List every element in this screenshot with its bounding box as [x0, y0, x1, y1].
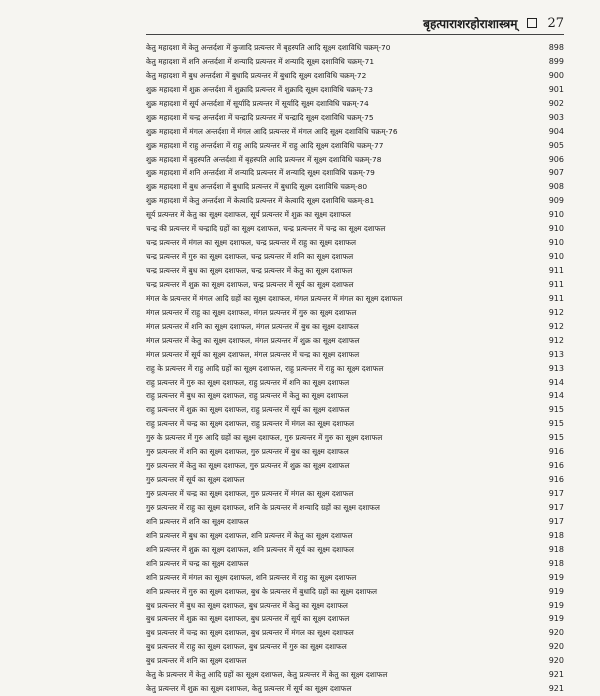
toc-entry-title: राहु प्रत्यन्तर में गुरु का सूक्ष्म दशाफल, राहु प्रत्यन्तर में शनि का सूक्ष्म दशाफल — [146, 377, 350, 387]
toc-entry-page: 912 — [548, 321, 564, 331]
toc-entry — [146, 515, 564, 529]
toc-entry — [146, 236, 564, 250]
toc-entry — [146, 250, 564, 264]
toc-entry-title: बुध प्रत्यन्तर में चन्द्र का सूक्ष्म दशाफल, बुध प्रत्यन्तर में मंगल का सूक्ष्म दशाफल — [146, 628, 354, 638]
toc-entry — [146, 264, 564, 278]
toc-entry — [146, 668, 564, 682]
toc-entry-page: 911 — [548, 279, 564, 289]
toc-entry-title: केतु महादशा में शनि अन्तर्दशा में शन्यादि प्रत्यन्तर में शन्यादि सूक्ष्म दशाविधि चक्रम्-71 — [146, 56, 375, 66]
toc-entry-title: बुध प्रत्यन्तर में शनि का सूक्ष्म दशाफल — [146, 656, 247, 666]
toc-entry-page: 919 — [548, 614, 564, 624]
toc-entry — [146, 417, 564, 431]
toc-entry-title: चन्द्र प्रत्यन्तर में बुध का सूक्ष्म दशाफल, चन्द्र प्रत्यन्तर में केतु का सूक्ष्म दशाफल — [146, 266, 353, 275]
toc-entry-page: 918 — [548, 530, 564, 540]
toc-entry-title: केतु महादशा में केतु अन्तर्दशा में कुजादि प्रत्यन्तर में बृहस्पति आदि सूक्ष्म दशाविधि चक्रम्-70 — [146, 43, 391, 52]
toc-entry — [146, 403, 564, 417]
toc-entry-page: 913 — [548, 349, 564, 359]
toc-entry-page: 910 — [548, 252, 564, 262]
toc-entry-page: 912 — [548, 335, 564, 345]
toc-entry-title: गुरु प्रत्यन्तर में शनि का सूक्ष्म दशाफल, गुरु प्रत्यन्तर में बुध का सूक्ष्म दशाफल — [146, 447, 349, 457]
toc-entry-title: केतु महादशा में बुध अन्तर्दशा में बुधादि प्रत्यन्तर में बुधादि सूक्ष्म दशाविधि चक्रम्-72 — [146, 70, 367, 80]
toc-entry-title: मंगल प्रत्यन्तर में राहु का सूक्ष्म दशाफल, मंगल प्रत्यन्तर में गुरु का सूक्ष्म दशाफल — [146, 307, 357, 317]
toc-entry-page: 919 — [548, 586, 564, 596]
toc-entry — [146, 348, 564, 362]
toc-entry-title: राहु प्रत्यन्तर में बुध का सूक्ष्म दशाफल, राहु प्रत्यन्तर में केतु का सूक्ष्म दशाफल — [146, 391, 349, 401]
toc-entry-title: शुक्र महादशा में शुक्र अन्तर्दशा में शुक्रादि प्रत्यन्तर में शुक्रादि सूक्ष्म दशाविधि चक्रम्-73 — [146, 84, 373, 94]
toc-entry-title: शनि प्रत्यन्तर में बुध का सूक्ष्म दशाफल, शनि प्रत्यन्तर में केतु का सूक्ष्म दशाफल — [146, 530, 353, 540]
toc-entry-page: 910 — [548, 224, 564, 234]
toc-entry-title: मंगल प्रत्यन्तर में सूर्य का सूक्ष्म दशाफल, मंगल प्रत्यन्तर में चन्द्र का सूक्ष्म दशाफल — [146, 349, 360, 359]
toc-entry — [146, 612, 564, 626]
toc-entry-page: 906 — [548, 154, 564, 164]
toc-entry-page: 914 — [548, 377, 564, 387]
toc-entry-title: शुक्र महादशा में राहु अन्तर्दशा में राहु आदि प्रत्यन्तर में राहु आदि सूक्ष्म दशाविधि चक्रम्-77 — [146, 140, 384, 150]
toc-entry-title: मंगल के प्रत्यन्तर में मंगल आदि ग्रहों का सूक्ष्म दशाफल, मंगल प्रत्यन्तर में मंगल का सूक्ष्म दशाफल — [146, 293, 403, 303]
toc-entry-title: शनि प्रत्यन्तर में मंगल का सूक्ष्म दशाफल, शनि प्रत्यन्तर में राहु का सूक्ष्म दशाफल — [146, 572, 357, 582]
toc-entry-title: चन्द्र की प्रत्यन्तर में चन्द्रादि ग्रहों का सूक्ष्म दशाफल, चन्द्र प्रत्यन्तर में चन्द्र का सूक्ष्म दशाफल — [146, 224, 386, 234]
toc-entry-page: 911 — [548, 293, 564, 303]
toc-entry-title: गुरु प्रत्यन्तर में सूर्य का सूक्ष्म दशाफल — [146, 475, 245, 485]
toc-entry-page: 902 — [548, 98, 564, 108]
toc-entry-title: शनि प्रत्यन्तर में शुक्र का सूक्ष्म दशाफल, शनि प्रत्यन्तर में सूर्य का सूक्ष्म दशाफल — [146, 544, 354, 554]
toc-entry-title: बुध प्रत्यन्तर में बुध का सूक्ष्म दशाफल, बुध प्रत्यन्तर में केतु का सूक्ष्म दशाफल — [146, 600, 348, 610]
toc-entry — [146, 278, 564, 292]
running-header — [146, 12, 564, 35]
toc-entry-title: शनि प्रत्यन्तर में चन्द्र का सूक्ष्म दशाफल — [146, 558, 249, 568]
toc-entry-title: बुध प्रत्यन्तर में राहु का सूक्ष्म दशाफल, बुध प्रत्यन्तर में गुरु का सूक्ष्म दशाफल — [146, 642, 347, 652]
toc-entry — [146, 153, 564, 167]
toc-entry-page: 914 — [548, 391, 564, 401]
toc-entry — [146, 599, 564, 613]
toc-entry-page: 916 — [548, 447, 564, 457]
toc-entry-title: शनि प्रत्यन्तर में शनि का सूक्ष्म दशाफल — [146, 516, 249, 526]
toc-entry-page: 915 — [548, 419, 564, 429]
toc-entry-page: 915 — [548, 405, 564, 415]
toc-entry — [146, 640, 564, 654]
toc-entry-title: राहु के प्रत्यन्तर में राहु आदि ग्रहों का सूक्ष्म दशाफल, राहु प्रत्यन्तर में राहु का सूक्ष्म दशाफल — [146, 363, 384, 373]
toc-entry-page: 918 — [548, 558, 564, 568]
toc-entry-title: चन्द्र प्रत्यन्तर में गुरु का सूक्ष्म दशाफल, चन्द्र प्रत्यन्तर में शनि का सूक्ष्म दशाफल — [146, 252, 354, 262]
toc-entry — [146, 571, 564, 585]
toc-entry-page: 908 — [548, 182, 564, 192]
toc-entry — [146, 501, 564, 515]
toc-entry-title: शुक्र महादशा में शनि अन्तर्दशा में शन्यादि प्रत्यन्तर में शन्यादि सूक्ष्म दशाविधि चक्रम्-79 — [146, 168, 375, 178]
toc-entry-title: गुरु प्रत्यन्तर में चन्द्र का सूक्ष्म दशाफल, गुरु प्रत्यन्तर में मंगल का सूक्ष्म दशाफल — [146, 489, 354, 498]
toc-entry-page: 904 — [548, 126, 564, 136]
toc-entry-page: 918 — [548, 544, 564, 554]
toc-entry-page: 917 — [548, 502, 564, 512]
toc-entry-page: 920 — [548, 628, 564, 638]
toc-entry-page: 905 — [548, 140, 564, 150]
toc-entry-page: 901 — [548, 84, 564, 94]
toc-entry — [146, 320, 564, 334]
toc-entry — [146, 362, 564, 376]
toc-entry — [146, 543, 564, 557]
toc-entry-page: 912 — [548, 307, 564, 317]
toc-entry — [146, 334, 564, 348]
toc-entry-title: गुरु प्रत्यन्तर में केतु का सूक्ष्म दशाफल, गुरु प्रत्यन्तर में शुक्र का सूक्ष्म दशाफल — [146, 461, 350, 471]
toc-entry — [146, 180, 564, 194]
toc-entry-title: केतु के प्रत्यन्तर में केतु आदि ग्रहों का सूक्ष्म दशाफल, केतु प्रत्यन्तर में केतु का सूक्ष्म दशाफल — [146, 670, 388, 680]
toc-entry-page: 917 — [548, 489, 564, 498]
toc-entry — [146, 292, 564, 306]
toc-entry — [146, 529, 564, 543]
toc-entry-title: शुक्र महादशा में बुध अन्तर्दशा में बुधादि प्रत्यन्तर में बुधादि सूक्ष्म दशाविधि चक्रम्-80 — [146, 182, 368, 192]
toc-entry-title: शुक्र महादशा में सूर्य अन्तर्दशा में सूर्यादि प्रत्यन्तर में सूर्यादि सूक्ष्म दशाविधि चक्रम्-74 — [146, 98, 369, 108]
toc-entry — [146, 41, 564, 55]
toc-entry — [146, 97, 564, 111]
toc-entry — [146, 682, 564, 696]
toc-entry — [146, 459, 564, 473]
book-title: बृहत्पाराशरहोराशास्त्रम् — [423, 16, 518, 31]
toc-entry — [146, 654, 564, 668]
toc-entry-page: 916 — [548, 461, 564, 471]
toc-entry — [146, 83, 564, 97]
toc-entry — [146, 125, 564, 139]
toc-entry-title: चन्द्र प्रत्यन्तर में मंगल का सूक्ष्म दशाफल, चन्द्र प्रत्यन्तर में राहु का सूक्ष्म दशाफल — [146, 238, 357, 248]
toc-entry — [146, 473, 564, 487]
table-of-contents — [146, 41, 564, 696]
toc-entry-title: शुक्र महादशा में मंगल अन्तर्दशा में मंगल आदि प्रत्यन्तर में मंगल आदि सूक्ष्म दशाविधि चक्रम्-76 — [146, 126, 398, 136]
toc-entry — [146, 445, 564, 459]
toc-entry — [146, 376, 564, 390]
toc-entry-title: राहु प्रत्यन्तर में शुक्र का सूक्ष्म दशाफल, राहु प्रत्यन्तर में सूर्य का सूक्ष्म दशाफल — [146, 405, 350, 415]
toc-entry-title: मंगल प्रत्यन्तर में शनि का सूक्ष्म दशाफल, मंगल प्रत्यन्तर में बुध का सूक्ष्म दशाफल — [146, 321, 359, 331]
toc-entry-page: 919 — [548, 572, 564, 582]
toc-entry-title: शुक्र महादशा में केतु अन्तर्दशा में केत्वादि प्रत्यन्तर में केत्वादि सूक्ष्म दशाविधि चक्रम्-81 — [146, 196, 375, 206]
toc-entry-page: 907 — [548, 168, 564, 178]
toc-entry — [146, 194, 564, 208]
toc-entry-page: 903 — [548, 112, 564, 122]
toc-entry-page: 919 — [548, 600, 564, 610]
toc-entry-title: सूर्य प्रत्यन्तर में केतु का सूक्ष्म दशाफल, सूर्य प्रत्यन्तर में शुक्र का सूक्ष्म दशाफल — [146, 210, 351, 220]
toc-entry-page: 921 — [548, 670, 564, 680]
toc-entry — [146, 139, 564, 153]
toc-entry-page: 916 — [548, 475, 564, 485]
toc-entry-page: 915 — [548, 433, 564, 443]
toc-entry — [146, 111, 564, 125]
toc-entry — [146, 69, 564, 83]
toc-entry-page: 910 — [548, 210, 564, 220]
toc-entry-title: शुक्र महादशा में चन्द्र अन्तर्दशा में चन्द्रादि प्रत्यन्तर में चन्द्रादि सूक्ष्म दशाविधि चक्रम्-75 — [146, 112, 374, 122]
toc-entry-page: 921 — [548, 684, 564, 694]
toc-entry — [146, 431, 564, 445]
toc-entry-page: 920 — [548, 656, 564, 666]
toc-entry-title: राहु प्रत्यन्तर में चन्द्र का सूक्ष्म दशाफल, राहु प्रत्यन्तर में मंगल का सूक्ष्म दशाफल — [146, 419, 354, 429]
toc-entry-title: गुरु प्रत्यन्तर में राहु का सूक्ष्म दशाफल, शनि के प्रत्यन्तर में शन्यादि ग्रहों का सूक्ष्म दशाफल — [146, 502, 380, 512]
toc-entry — [146, 55, 564, 69]
toc-entry-page: 909 — [548, 196, 564, 206]
toc-entry-title: बुध प्रत्यन्तर में शुक्र का सूक्ष्म दशाफल, बुध प्रत्यन्तर में सूर्य का सूक्ष्म दशाफल — [146, 614, 350, 624]
square-ornament-icon — [527, 18, 537, 28]
toc-entry — [146, 222, 564, 236]
toc-entry-title: केतु प्रत्यन्तर में शुक्र का सूक्ष्म दशाफल, केतु प्रत्यन्तर में सूर्य का सूक्ष्म दशाफल — [146, 684, 352, 694]
toc-entry-title: शनि प्रत्यन्तर में गुरु का सूक्ष्म दशाफल, बुध के प्रत्यन्तर में बुधादि ग्रहों का सूक्ष्म दशाफल — [146, 586, 378, 596]
toc-entry — [146, 585, 564, 599]
toc-entry — [146, 166, 564, 180]
toc-entry-page: 910 — [548, 238, 564, 248]
toc-entry-title: चन्द्र प्रत्यन्तर में शुक्र का सूक्ष्म दशाफल, चन्द्र प्रत्यन्तर में सूर्य का सूक्ष्म दशाफल — [146, 279, 354, 289]
toc-entry-title: मंगल प्रत्यन्तर में केतु का सूक्ष्म दशाफल, मंगल प्रत्यन्तर में शुक्र का सूक्ष्म दशाफल — [146, 335, 360, 345]
toc-entry-title: गुरु के प्रत्यन्तर में गुरु आदि ग्रहों का सूक्ष्म दशाफल, गुरु प्रत्यन्तर में गुरु का सूक्ष्म दशाफल — [146, 433, 383, 443]
toc-entry-page: 900 — [548, 70, 564, 80]
toc-entry — [146, 557, 564, 571]
toc-entry-page: 920 — [548, 642, 564, 652]
toc-entry — [146, 389, 564, 403]
toc-entry — [146, 626, 564, 640]
toc-entry-page: 911 — [548, 266, 564, 275]
toc-entry — [146, 306, 564, 320]
toc-entry-page: 898 — [548, 43, 564, 52]
toc-entry — [146, 208, 564, 222]
toc-entry — [146, 487, 564, 501]
page-number: 27 — [547, 15, 564, 31]
toc-entry-page: 913 — [548, 363, 564, 373]
toc-entry-page: 899 — [548, 56, 564, 66]
toc-entry-page: 917 — [548, 516, 564, 526]
toc-entry-title: शुक्र महादशा में बृहस्पति अन्तर्दशा में बृहस्पति आदि प्रत्यन्तर में सूक्ष्म दशाविधि चक्रम्-78 — [146, 154, 382, 164]
